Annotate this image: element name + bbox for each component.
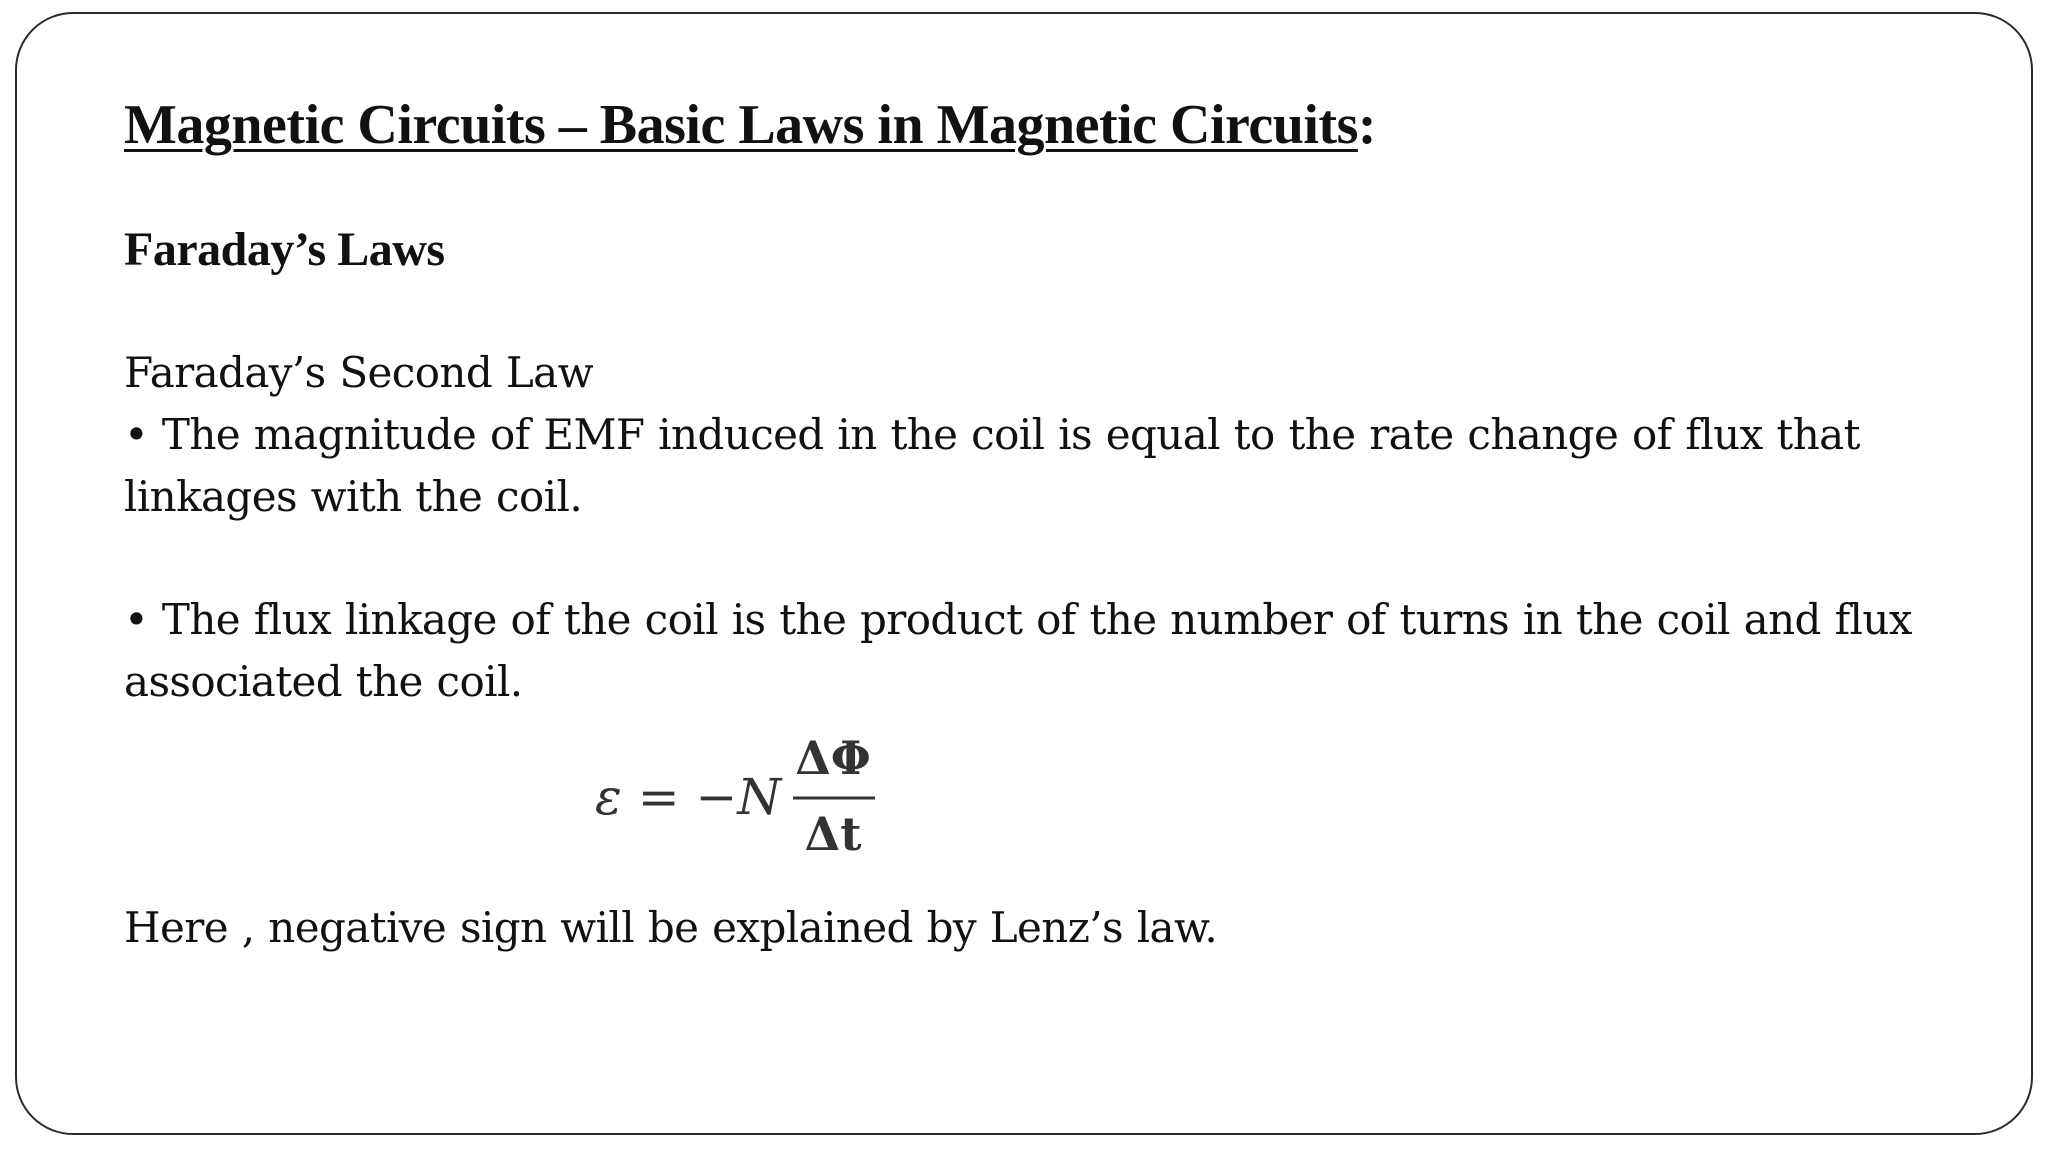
bullet-line: • The flux linkage of the coil is the product of the number of turns in the coil and flux: [124, 595, 1912, 644]
bullet-line: • The magnitude of EMF induced in the coil is equal to the rate change of flux that: [124, 410, 1860, 459]
lenz-note: Here , negative sign will be explained by Lenz’s law.: [124, 903, 1218, 952]
bullet-line: associated the coil.: [124, 657, 523, 706]
bullet-flux-linkage: [124, 589, 2024, 713]
bullet-emf-magnitude: [124, 404, 2024, 528]
slide-frame: [15, 12, 2033, 1135]
slide-title: [124, 92, 1376, 158]
faraday-equation: [595, 732, 895, 862]
bullet-line: linkages with the coil.: [124, 472, 583, 521]
equation-numerator: ΔΦ: [795, 732, 871, 785]
slide-title-text: Magnetic Circuits – Basic Laws in Magnetic Circuits: [124, 94, 1358, 156]
section-heading: Faraday’s Laws: [124, 223, 445, 276]
equation-denominator: Δt: [804, 807, 862, 861]
slide-title-colon: :: [1357, 94, 1377, 156]
equation-lhs: ε = −N: [595, 768, 782, 826]
law-name: Faraday’s Second Law: [124, 348, 593, 397]
